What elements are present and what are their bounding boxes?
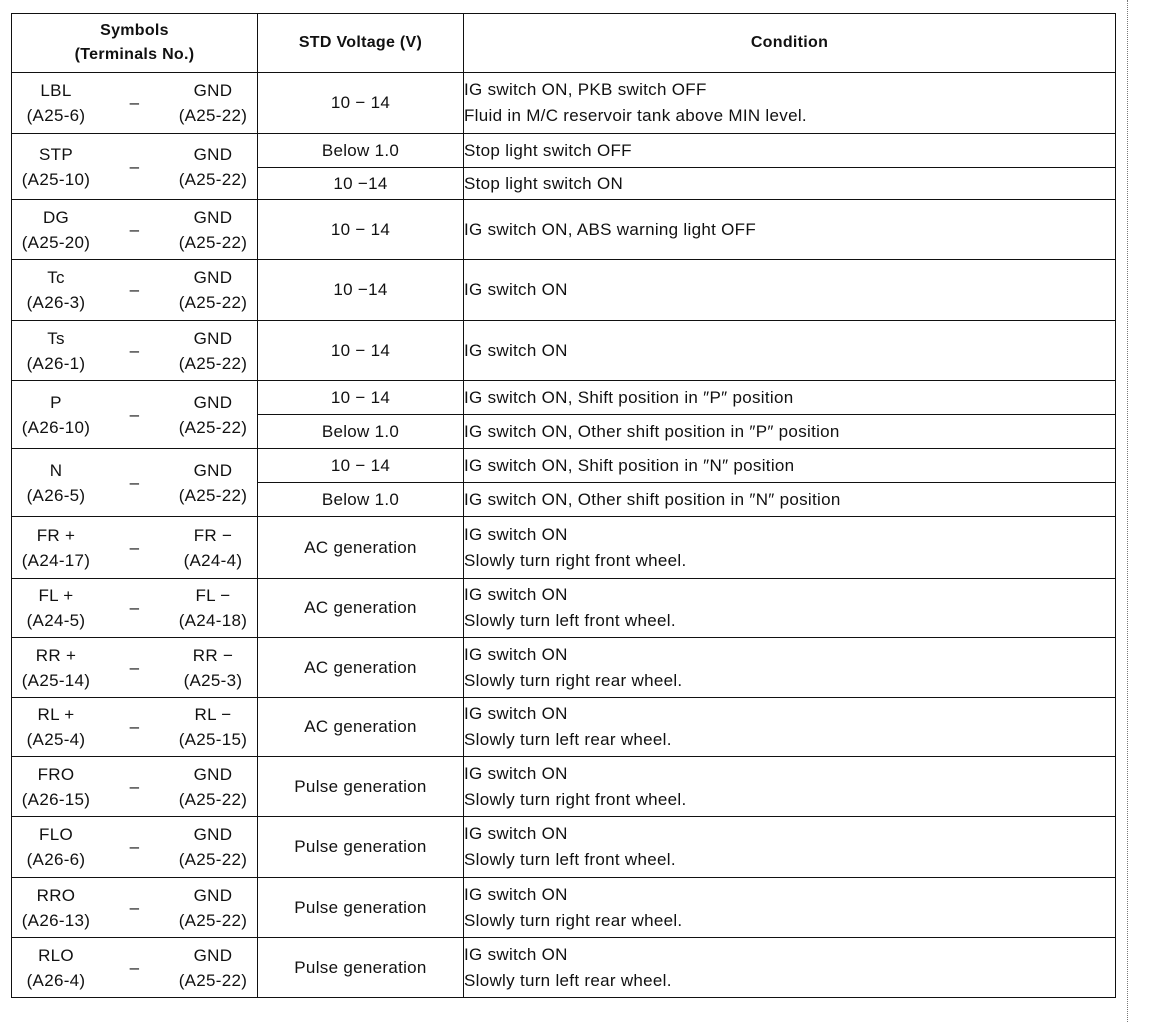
to-symbol: RR − bbox=[192, 645, 234, 665]
symbols-cell bbox=[12, 321, 258, 381]
condition-cell bbox=[464, 757, 1116, 817]
condition-line: Slowly turn right front wheel. bbox=[464, 789, 687, 809]
table-row bbox=[12, 938, 1116, 998]
from-terminal bbox=[12, 822, 100, 872]
std-voltage-cell: Below 1.0 bbox=[258, 415, 464, 449]
from-terminal bbox=[12, 583, 100, 633]
condition-line: IG switch ON, Other shift position in ″N″ position bbox=[464, 489, 841, 509]
to-symbol: GND bbox=[193, 945, 233, 965]
from-terminal-no: (A26-5) bbox=[26, 485, 86, 505]
from-terminal-no: (A26-3) bbox=[26, 293, 86, 312]
to-terminal bbox=[169, 390, 257, 440]
to-terminal bbox=[169, 142, 257, 192]
symbols-cell bbox=[12, 381, 258, 449]
from-terminal-no: (A24-5) bbox=[26, 611, 86, 630]
from-symbol: LBL bbox=[40, 81, 72, 100]
condition-line: IG switch ON bbox=[464, 340, 568, 360]
condition-cell bbox=[464, 638, 1116, 698]
dash-separator: – bbox=[129, 156, 140, 176]
from-terminal bbox=[12, 643, 100, 693]
condition-line: IG switch ON bbox=[464, 884, 568, 904]
condition-line: IG switch ON, Shift position in ″P″ position bbox=[464, 387, 794, 407]
from-symbol: Tc bbox=[47, 268, 65, 287]
to-terminal-no: (A25-22) bbox=[178, 417, 248, 437]
dash-separator: – bbox=[129, 657, 140, 677]
to-symbol: GND bbox=[193, 207, 233, 227]
dash-separator: – bbox=[129, 537, 140, 557]
condition-cell bbox=[464, 938, 1116, 998]
dash-separator: – bbox=[129, 404, 140, 424]
condition-cell bbox=[464, 817, 1116, 878]
condition-line: IG switch ON bbox=[464, 824, 568, 843]
dash-separator: – bbox=[129, 219, 140, 239]
from-terminal bbox=[12, 523, 100, 573]
condition-line: IG switch ON, Shift position in ″N″ position bbox=[464, 455, 795, 475]
to-terminal-no: (A25-22) bbox=[178, 485, 248, 505]
condition-cell bbox=[464, 449, 1116, 483]
std-voltage-cell: Pulse generation bbox=[258, 938, 464, 998]
from-symbol: RLO bbox=[38, 945, 74, 965]
from-terminal-no: (A26-10) bbox=[21, 417, 91, 437]
to-symbol: GND bbox=[193, 328, 233, 348]
std-voltage-cell: Pulse generation bbox=[258, 757, 464, 817]
to-terminal-no: (A25-22) bbox=[178, 169, 248, 189]
table-row bbox=[12, 200, 1116, 260]
symbols-cell bbox=[12, 757, 258, 817]
symbol-pair bbox=[12, 583, 257, 633]
to-symbol: GND bbox=[193, 764, 233, 784]
from-terminal bbox=[12, 390, 100, 440]
condition-cell bbox=[464, 168, 1116, 200]
condition-line: IG switch ON bbox=[464, 644, 568, 664]
symbol-pair bbox=[12, 523, 257, 573]
to-terminal-no: (A24-4) bbox=[183, 550, 243, 570]
condition-cell bbox=[464, 878, 1116, 938]
dash-separator: – bbox=[129, 897, 140, 917]
to-terminal-no: (A25-22) bbox=[178, 789, 248, 809]
condition-cell bbox=[464, 260, 1116, 321]
to-terminal bbox=[169, 78, 257, 128]
std-voltage-cell: AC generation bbox=[258, 698, 464, 757]
to-symbol: FL − bbox=[195, 586, 231, 605]
std-voltage-cell: Pulse generation bbox=[258, 817, 464, 878]
from-terminal-no: (A26-6) bbox=[26, 850, 86, 869]
to-symbol: FR − bbox=[193, 525, 233, 545]
symbols-cell bbox=[12, 449, 258, 517]
table-row bbox=[12, 878, 1116, 938]
to-terminal bbox=[169, 265, 257, 315]
condition-line: IG switch ON bbox=[464, 280, 568, 299]
condition-line: IG switch ON bbox=[464, 704, 568, 723]
symbols-cell bbox=[12, 260, 258, 321]
table-row bbox=[12, 321, 1116, 381]
symbol-pair bbox=[12, 265, 257, 315]
to-terminal bbox=[169, 458, 257, 508]
condition-line: Slowly turn right rear wheel. bbox=[464, 910, 683, 930]
condition-line: IG switch ON, Other shift position in ″P″ position bbox=[464, 421, 840, 441]
symbols-cell bbox=[12, 878, 258, 938]
dash-separator: – bbox=[129, 598, 140, 617]
page-edge-dotted-line bbox=[1127, 0, 1128, 1022]
to-terminal-no: (A25-22) bbox=[178, 293, 248, 312]
header-symbols-line1: Symbols bbox=[100, 22, 169, 39]
symbols-cell bbox=[12, 938, 258, 998]
to-symbol: GND bbox=[193, 825, 233, 844]
condition-cell bbox=[464, 381, 1116, 415]
from-symbol: RL + bbox=[37, 705, 75, 724]
symbol-pair bbox=[12, 943, 257, 993]
symbols-cell bbox=[12, 73, 258, 134]
table-row bbox=[12, 517, 1116, 579]
from-terminal-no: (A25-14) bbox=[21, 670, 91, 690]
condition-line: Stop light switch OFF bbox=[464, 140, 632, 160]
to-terminal bbox=[169, 883, 257, 933]
condition-line: IG switch ON bbox=[464, 524, 568, 544]
std-voltage-cell: 10 −14 bbox=[258, 168, 464, 200]
condition-line: IG switch ON, PKB switch OFF bbox=[464, 80, 707, 99]
from-symbol: P bbox=[50, 392, 62, 412]
condition-cell bbox=[464, 200, 1116, 260]
to-terminal bbox=[169, 643, 257, 693]
to-symbol: GND bbox=[193, 144, 233, 164]
from-terminal bbox=[12, 943, 100, 993]
std-voltage-cell: 10 − 14 bbox=[258, 321, 464, 381]
dash-separator: – bbox=[129, 93, 140, 112]
condition-cell bbox=[464, 517, 1116, 579]
condition-line: Slowly turn left rear wheel. bbox=[464, 970, 672, 990]
condition-line: IG switch ON bbox=[464, 585, 568, 604]
condition-cell bbox=[464, 698, 1116, 757]
to-terminal-no: (A25-3) bbox=[183, 670, 243, 690]
to-symbol: GND bbox=[193, 392, 233, 412]
table-row bbox=[12, 698, 1116, 757]
from-terminal-no: (A25-4) bbox=[26, 730, 86, 749]
to-terminal-no: (A25-15) bbox=[178, 730, 248, 749]
symbol-pair bbox=[12, 702, 257, 752]
condition-line: IG switch ON bbox=[464, 763, 568, 783]
symbol-pair bbox=[12, 822, 257, 872]
header-symbols-line2: (Terminals No.) bbox=[74, 46, 195, 63]
dash-separator: – bbox=[129, 340, 140, 360]
std-voltage-cell: AC generation bbox=[258, 517, 464, 579]
dash-separator: – bbox=[129, 472, 140, 492]
condition-line: Slowly turn left rear wheel. bbox=[464, 730, 672, 749]
condition-cell bbox=[464, 321, 1116, 381]
std-voltage-cell: Below 1.0 bbox=[258, 483, 464, 517]
from-terminal bbox=[12, 883, 100, 933]
to-symbol: GND bbox=[193, 885, 233, 905]
condition-line: Slowly turn left front wheel. bbox=[464, 611, 676, 630]
symbol-pair bbox=[12, 142, 257, 192]
from-terminal-no: (A26-15) bbox=[21, 789, 91, 809]
to-symbol: GND bbox=[193, 81, 233, 100]
from-symbol: FRO bbox=[37, 764, 75, 784]
table-row bbox=[12, 73, 1116, 134]
condition-line: Slowly turn left front wheel. bbox=[464, 850, 676, 869]
from-terminal-no: (A25-6) bbox=[26, 106, 86, 125]
header-std-voltage: STD Voltage (V) bbox=[258, 14, 464, 73]
table-row bbox=[12, 579, 1116, 638]
table-row bbox=[12, 134, 1116, 168]
to-terminal-no: (A25-22) bbox=[178, 106, 248, 125]
to-terminal bbox=[169, 326, 257, 376]
std-voltage-cell: AC generation bbox=[258, 579, 464, 638]
from-symbol: Ts bbox=[47, 328, 65, 348]
condition-line: Slowly turn right rear wheel. bbox=[464, 670, 683, 690]
from-terminal-no: (A25-10) bbox=[21, 169, 91, 189]
symbol-pair bbox=[12, 205, 257, 255]
from-terminal bbox=[12, 702, 100, 752]
symbol-pair bbox=[12, 326, 257, 376]
std-voltage-cell: Pulse generation bbox=[258, 878, 464, 938]
condition-cell bbox=[464, 483, 1116, 517]
to-symbol: GND bbox=[193, 460, 233, 480]
dash-separator: – bbox=[129, 717, 140, 736]
to-terminal-no: (A25-22) bbox=[178, 910, 248, 930]
to-terminal-no: (A25-22) bbox=[178, 232, 248, 252]
to-terminal bbox=[169, 762, 257, 812]
terminal-voltage-table bbox=[11, 13, 1116, 998]
symbol-pair bbox=[12, 78, 257, 128]
condition-cell bbox=[464, 579, 1116, 638]
from-terminal-no: (A26-4) bbox=[26, 970, 86, 990]
from-symbol: RRO bbox=[36, 885, 76, 905]
to-terminal bbox=[169, 205, 257, 255]
header-row bbox=[12, 14, 1116, 73]
table-row bbox=[12, 449, 1116, 483]
from-symbol: FLO bbox=[39, 825, 73, 844]
to-terminal bbox=[169, 583, 257, 633]
symbol-pair bbox=[12, 390, 257, 440]
table-row bbox=[12, 260, 1116, 321]
from-terminal-no: (A26-1) bbox=[26, 353, 86, 373]
from-symbol: N bbox=[49, 460, 63, 480]
table-row bbox=[12, 817, 1116, 878]
to-terminal-no: (A25-22) bbox=[178, 353, 248, 373]
condition-cell bbox=[464, 134, 1116, 168]
symbols-cell bbox=[12, 817, 258, 878]
dash-separator: – bbox=[129, 776, 140, 796]
table-body bbox=[12, 73, 1116, 998]
symbol-pair bbox=[12, 762, 257, 812]
from-symbol: FR + bbox=[36, 525, 76, 545]
symbol-pair bbox=[12, 643, 257, 693]
dash-separator: – bbox=[129, 957, 140, 977]
condition-line: IG switch ON, ABS warning light OFF bbox=[464, 219, 757, 239]
std-voltage-cell: 10 − 14 bbox=[258, 449, 464, 483]
condition-line: Stop light switch ON bbox=[464, 173, 624, 193]
from-terminal bbox=[12, 142, 100, 192]
symbols-cell bbox=[12, 579, 258, 638]
to-terminal bbox=[169, 523, 257, 573]
condition-cell bbox=[464, 73, 1116, 134]
condition-cell bbox=[464, 415, 1116, 449]
to-terminal bbox=[169, 822, 257, 872]
from-symbol: FL + bbox=[38, 586, 74, 605]
std-voltage-cell: 10 −14 bbox=[258, 260, 464, 321]
to-terminal bbox=[169, 702, 257, 752]
to-symbol: RL − bbox=[194, 705, 232, 724]
from-terminal-no: (A24-17) bbox=[21, 550, 91, 570]
to-terminal bbox=[169, 943, 257, 993]
std-voltage-cell: 10 − 14 bbox=[258, 73, 464, 134]
table-row bbox=[12, 638, 1116, 698]
table-row bbox=[12, 381, 1116, 415]
symbols-cell bbox=[12, 698, 258, 757]
header-symbols bbox=[12, 14, 258, 73]
from-terminal-no: (A26-13) bbox=[21, 910, 91, 930]
from-terminal bbox=[12, 205, 100, 255]
to-terminal-no: (A24-18) bbox=[178, 611, 248, 630]
symbol-pair bbox=[12, 458, 257, 508]
symbol-pair bbox=[12, 883, 257, 933]
from-symbol: STP bbox=[39, 144, 73, 164]
to-terminal-no: (A25-22) bbox=[178, 850, 248, 869]
from-terminal-no: (A25-20) bbox=[21, 232, 91, 252]
from-symbol: DG bbox=[42, 207, 70, 227]
to-symbol: GND bbox=[193, 268, 233, 287]
dash-separator: – bbox=[129, 280, 140, 299]
dash-separator: – bbox=[129, 837, 140, 856]
condition-line: Slowly turn right front wheel. bbox=[464, 550, 687, 570]
header-condition: Condition bbox=[464, 14, 1116, 73]
std-voltage-cell: AC generation bbox=[258, 638, 464, 698]
condition-line: Fluid in M/C reservoir tank above MIN level. bbox=[464, 106, 807, 125]
from-terminal bbox=[12, 326, 100, 376]
from-terminal bbox=[12, 762, 100, 812]
std-voltage-cell: 10 − 14 bbox=[258, 381, 464, 415]
from-terminal bbox=[12, 78, 100, 128]
table-row bbox=[12, 757, 1116, 817]
from-terminal bbox=[12, 458, 100, 508]
symbols-cell bbox=[12, 134, 258, 200]
symbols-cell bbox=[12, 200, 258, 260]
std-voltage-cell: Below 1.0 bbox=[258, 134, 464, 168]
to-terminal-no: (A25-22) bbox=[178, 970, 248, 990]
symbols-cell bbox=[12, 638, 258, 698]
symbols-cell bbox=[12, 517, 258, 579]
from-symbol: RR + bbox=[35, 645, 77, 665]
std-voltage-cell: 10 − 14 bbox=[258, 200, 464, 260]
from-terminal bbox=[12, 265, 100, 315]
condition-line: IG switch ON bbox=[464, 944, 568, 964]
